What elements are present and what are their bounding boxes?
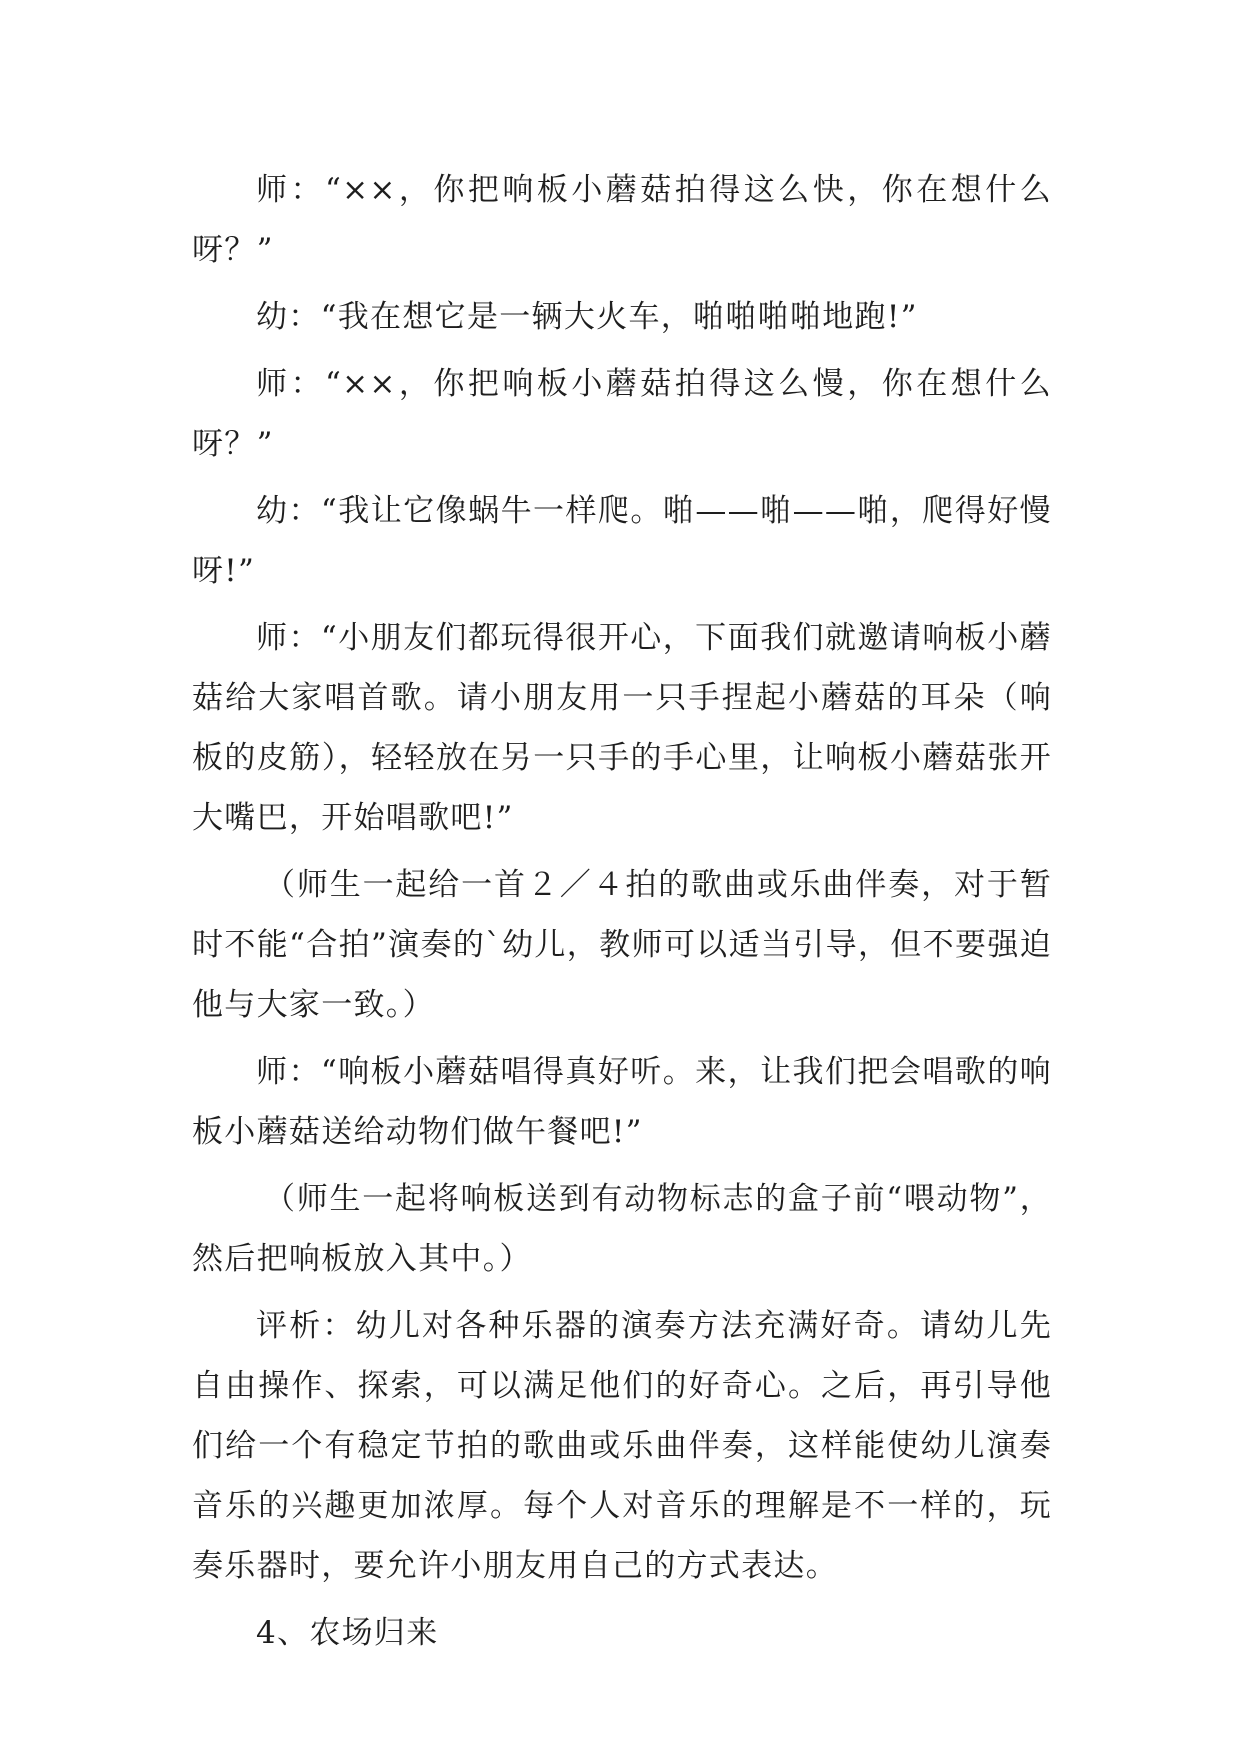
stage-direction-feed: （师生一起将响板送到有动物标志的盒子前“喂动物”，然后把响板放入其中。） bbox=[192, 1181, 1052, 1277]
dialogue-teacher-lunch: 师：“响板小蘑菇唱得真好听。来，让我们把会唱歌的响板小蘑菇送给动物们做午餐吧!” bbox=[192, 1054, 1052, 1150]
dialogue-child-train: 幼：“我在想它是一辆大火车，啪啪啪啪地跑!” bbox=[256, 299, 918, 335]
stage-direction-accompany: （师生一起给一首２／４拍的歌曲或乐曲伴奏，对于暂时不能“合拍”演奏的`幼儿，教师可以适当引导，但不要强迫他与大家一致。） bbox=[192, 867, 1052, 1023]
dialogue-teacher-fast: 师：“××，你把响板小蘑菇拍得这么快，你在想什么呀？” bbox=[192, 172, 1052, 268]
section-heading: 4、农场归来 bbox=[256, 1615, 439, 1651]
dialogue-teacher-slow: 师：“××，你把响板小蘑菇拍得这么慢，你在想什么呀？” bbox=[192, 366, 1052, 462]
commentary-paragraph: 评析：幼儿对各种乐器的演奏方法充满好奇。请幼儿先自由操作、探索，可以满足他们的好奇心。之后，再引导他们给一个有稳定节拍的歌曲或乐曲伴奏，这样能使幼儿演奏音乐的兴趣更加浓厚。每个人对音乐的理解是不一样的，玩奏乐器时，要允许小朋友用自己的方式表达。 bbox=[192, 1308, 1052, 1584]
dialogue-teacher-sing: 师：“小朋友们都玩得很开心，下面我们就邀请响板小蘑菇给大家唱首歌。请小朋友用一只手捏起小蘑菇的耳朵（响板的皮筋），轻轻放在另一只手的手心里，让响板小蘑菇张开大嘴巴，开始唱歌吧!” bbox=[192, 620, 1052, 836]
document-body bbox=[192, 160, 1052, 1670]
dialogue-child-snail: 幼：“我让它像蜗牛一样爬。啪——啪——啪，爬得好慢呀!” bbox=[192, 493, 1052, 589]
